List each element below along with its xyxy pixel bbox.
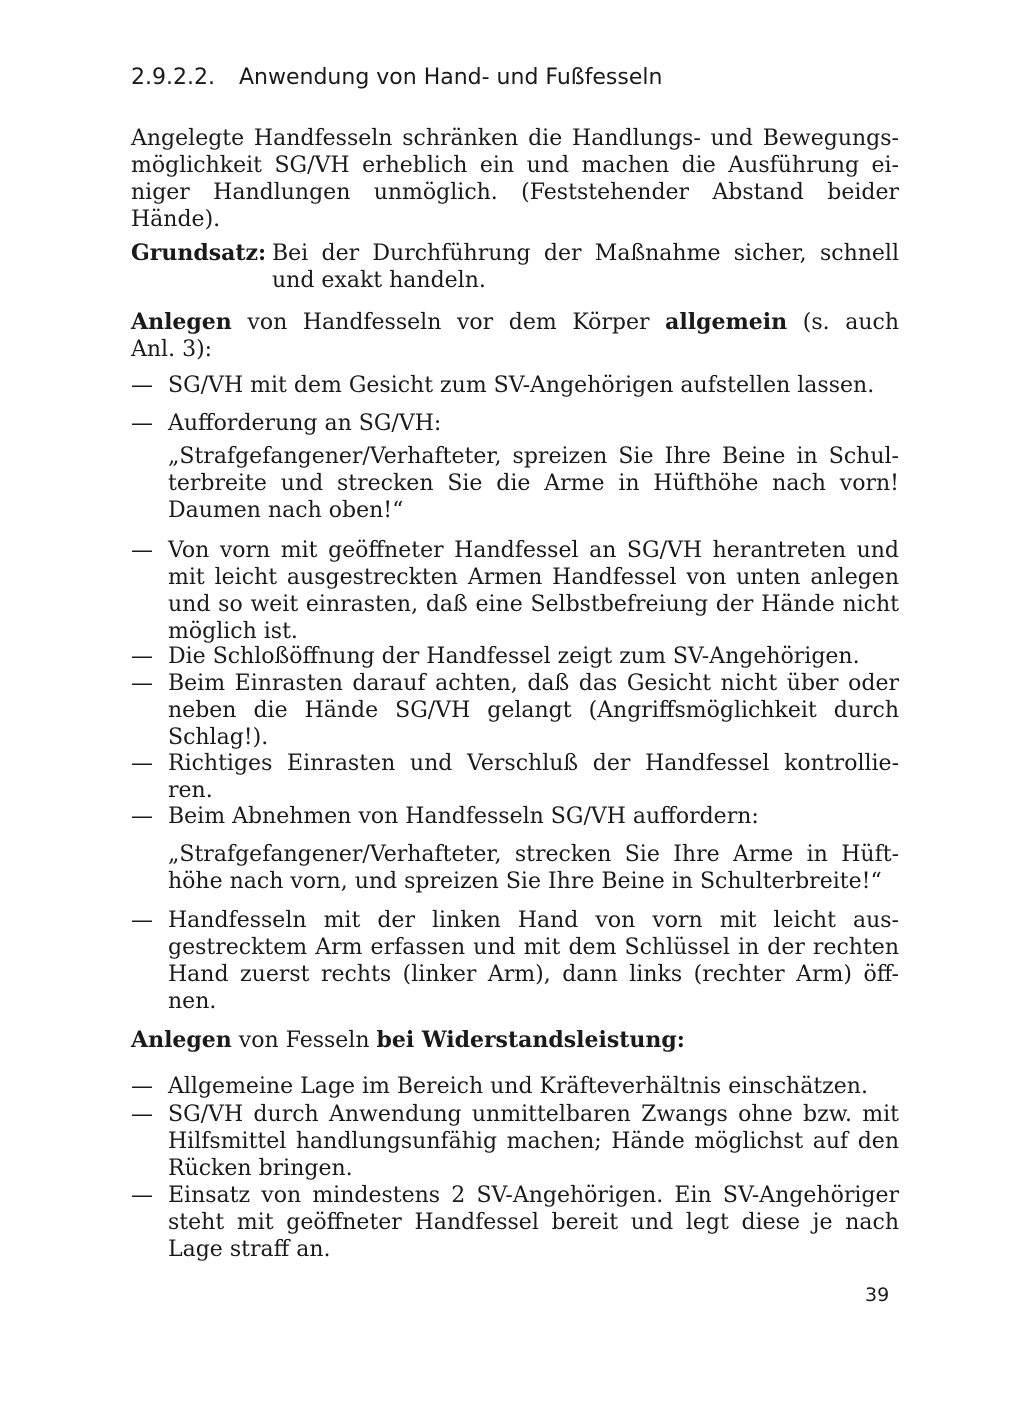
text-line: Beim Abnehmen von Handfesseln SG/VH auffordern: xyxy=(168,804,759,829)
list-dash: — xyxy=(131,1102,153,1127)
list-item xyxy=(168,410,899,437)
list-dash: — xyxy=(131,644,153,669)
quote-block xyxy=(168,443,899,524)
text-line: möglich ist. xyxy=(168,619,298,644)
text-line: Beim Einrasten darauf achten, daß das Gesicht nicht über oder xyxy=(168,671,899,696)
text-line: gestrecktem Arm erfassen und mit dem Schlüssel in der rechten xyxy=(168,935,899,960)
bold-term: Anlegen xyxy=(131,309,232,335)
text-line: ren. xyxy=(168,778,213,803)
grundsatz-text xyxy=(272,240,899,294)
text-line: und exakt handeln. xyxy=(272,268,486,293)
text-line: Hilfsmittel handlungsunfähig machen; Hände möglichst auf den xyxy=(168,1129,899,1154)
list-item xyxy=(168,670,899,751)
text-line: Anl. 3): xyxy=(131,337,213,362)
text-line: neben die Hände SG/VH gelangt (Angriffsmöglichkeit durch xyxy=(168,698,899,723)
text-line: Schlag!). xyxy=(168,725,269,750)
list-item xyxy=(168,537,899,645)
text-line: niger Handlungen unmöglich. (Feststehender Abstand beider xyxy=(131,180,899,205)
text-line: steht mit geöffneter Handfessel bereit und legt diese je nach xyxy=(168,1210,899,1235)
text-line: Allgemeine Lage im Bereich und Kräfteverhältnis einschätzen. xyxy=(168,1074,868,1099)
text-line: Hände). xyxy=(131,207,221,232)
list-item xyxy=(168,1101,899,1182)
section-number: 2.9.2.2. xyxy=(131,65,215,90)
text-line xyxy=(131,309,899,336)
bold-term: Anlegen xyxy=(131,1027,232,1053)
text-line: Angelegte Handfesseln schränken die Handlungs- und Bewegungs- xyxy=(131,126,899,151)
text-run: (s. auch xyxy=(787,310,899,335)
list-item xyxy=(168,1182,899,1263)
text-run: von Fesseln xyxy=(231,1028,377,1053)
list-dash: — xyxy=(131,411,153,436)
list-dash: — xyxy=(131,671,153,696)
text-line: Einsatz von mindestens 2 SV-Angehörigen. Ein SV-Angehöriger xyxy=(168,1183,899,1208)
list-dash: — xyxy=(131,804,153,829)
text-line: möglichkeit SG/VH erheblich ein und machen die Ausführung ei- xyxy=(131,153,899,178)
text-line: Daumen nach oben!“ xyxy=(168,498,404,523)
list-item xyxy=(168,643,899,670)
bold-term: allgemein xyxy=(665,309,788,335)
text-line: „Strafgefangener/Verhafteter, spreizen Sie Ihre Beine in Schul- xyxy=(168,444,899,469)
text-line: Richtiges Einrasten und Verschluß der Handfessel kontrollie- xyxy=(168,751,899,776)
text-line: Die Schloßöffnung der Handfessel zeigt zum SV-Angehörigen. xyxy=(168,644,860,669)
list-item xyxy=(168,803,899,830)
section-heading xyxy=(131,64,662,91)
text-line: höhe nach vorn, und spreizen Sie Ihre Beine in Schulterbreite!“ xyxy=(168,869,882,894)
bold-term: bei Widerstandsleistung: xyxy=(376,1027,685,1053)
text-line: SG/VH durch Anwendung unmittelbaren Zwangs ohne bzw. mit xyxy=(168,1102,899,1127)
page-number: 39 xyxy=(865,1284,890,1306)
text-line: nen. xyxy=(168,989,217,1014)
text-line: und so weit einrasten, daß eine Selbstbefreiung der Hände nicht xyxy=(168,592,899,617)
list-item xyxy=(168,1073,899,1100)
list-dash: — xyxy=(131,538,153,563)
anlegen-widerstand-heading xyxy=(131,1027,685,1054)
text-line: SG/VH mit dem Gesicht zum SV-Angehörigen aufstellen lassen. xyxy=(168,373,875,398)
text-line: mit leicht ausgestreckten Armen Handfessel von unten anlegen xyxy=(168,565,899,590)
text-line: Bei der Durchführung der Maßnahme sicher, schnell xyxy=(272,241,899,266)
list-dash: — xyxy=(131,908,153,933)
text-line: terbreite und strecken Sie die Arme in Hüfthöhe nach vorn! xyxy=(168,471,899,496)
intro-paragraph xyxy=(131,125,899,233)
list-dash: — xyxy=(131,751,153,776)
list-dash: — xyxy=(131,373,153,398)
list-item xyxy=(168,372,899,399)
list-dash: — xyxy=(131,1183,153,1208)
list-item xyxy=(168,907,899,1015)
text-line: Rücken bringen. xyxy=(168,1156,353,1181)
text-line: Lage straff an. xyxy=(168,1237,331,1262)
text-line: Von vorn mit geöffneter Handfessel an SG/VH herantreten und xyxy=(168,538,899,563)
text-line: Aufforderung an SG/VH: xyxy=(168,411,442,436)
grundsatz-label: Grundsatz: xyxy=(131,240,267,266)
section-title: Anwendung von Hand- und Fußfesseln xyxy=(239,65,663,90)
text-line: Handfesseln mit der linken Hand von vorn mit leicht aus- xyxy=(168,908,899,933)
list-dash: — xyxy=(131,1074,153,1099)
text-line: „Strafgefangener/Verhafteter, strecken Sie Ihre Arme in Hüft- xyxy=(168,842,899,867)
anlegen-allgemein-heading xyxy=(131,309,899,363)
text-run: von Handfesseln vor dem Körper xyxy=(231,310,666,335)
list-item xyxy=(168,750,899,804)
text-line: Hand zuerst rechts (linker Arm), dann links (rechter Arm) öff- xyxy=(168,962,899,987)
quote-block xyxy=(168,841,899,895)
